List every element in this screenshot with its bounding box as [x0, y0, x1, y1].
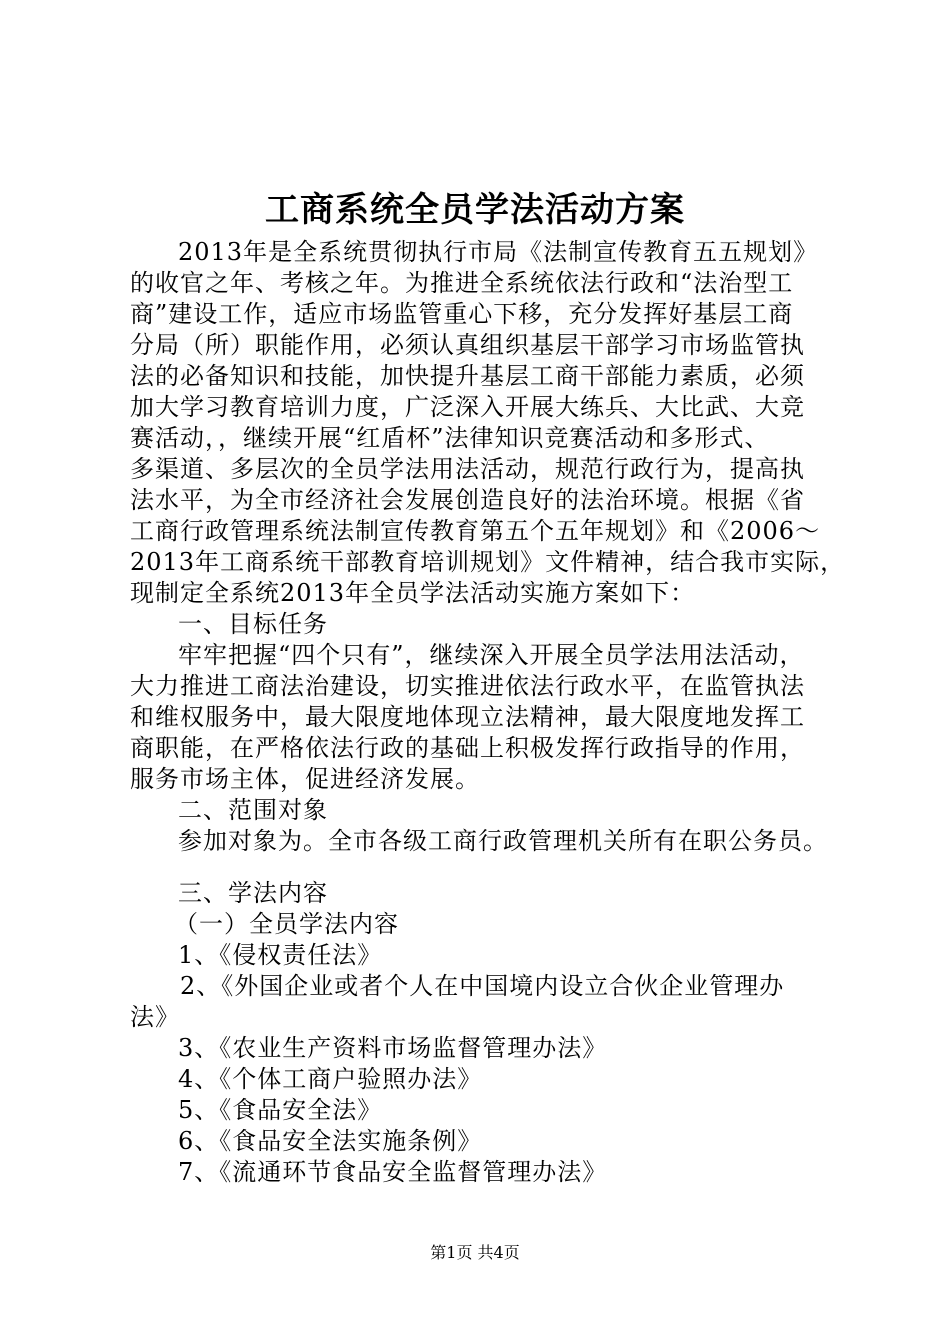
- paragraph-line: 工商行政管理系统法制宣传教育第五个五年规划》和《2006～: [130, 517, 821, 545]
- paragraph-line: 多渠道、多层次的全员学法用法活动，规范行政行为，提高执: [130, 455, 805, 483]
- list-item: 1、《侵权责任法》: [178, 941, 383, 969]
- paragraph-line: 赛活动，，继续开展“红盾杯”法律知识竞赛活动和多形式、: [130, 424, 770, 452]
- paragraph-line: 法水平，为全市经济社会发展创造良好的法治环境。根据《省: [130, 486, 805, 514]
- paragraph-line: 大力推进工商法治建设，切实推进依法行政水平，在监管执法: [130, 672, 805, 700]
- paragraph-line: 商职能，在严格依法行政的基础上积极发挥行政指导的作用，: [130, 734, 805, 762]
- list-item: 4、《个体工商户验照办法》: [178, 1065, 483, 1093]
- paragraph-line: 牢牢把握“四个只有”，继续深入开展全员学法用法活动，: [178, 641, 805, 669]
- list-item: 3、《农业生产资料市场监督管理办法》: [178, 1034, 608, 1062]
- paragraph-line: 现制定全系统2013年全员学法活动实施方案如下：: [130, 579, 696, 607]
- section-heading: 三、学法内容: [178, 879, 328, 907]
- subsection-heading: （一）全员学法内容: [174, 910, 399, 938]
- list-item: 5、《食品安全法》: [178, 1096, 383, 1124]
- paragraph-line: 参加对象为。全市各级工商行政管理机关所有在职公务员。: [178, 827, 828, 855]
- paragraph-line: 和维权服务中，最大限度地体现立法精神，最大限度地发挥工: [130, 703, 805, 731]
- list-item: 6、《食品安全法实施条例》: [178, 1127, 483, 1155]
- section-heading: 一、目标任务: [178, 610, 328, 638]
- paragraph-line: 商”建设工作，适应市场监管重心下移，充分发挥好基层工商: [130, 300, 794, 328]
- paragraph-line: 2013年工商系统干部教育培训规划》文件精神，结合我市实际，: [130, 548, 846, 576]
- paragraph-line: 服务市场主体，促进经济发展。: [130, 765, 480, 793]
- section-heading: 二、范围对象: [178, 796, 328, 824]
- list-item: 2、《外国企业或者个人在中国境内设立合伙企业管理办: [180, 972, 785, 1000]
- paragraph-line: 的收官之年、考核之年。为推进全系统依法行政和“法治型工: [130, 269, 794, 297]
- list-item-continuation: 法》: [130, 1003, 180, 1031]
- list-item: 7、《流通环节食品安全监督管理办法》: [178, 1158, 608, 1186]
- document-title: 工商系统全员学法活动方案: [265, 190, 685, 230]
- paragraph-line: 2013年是全系统贯彻执行市局《法制宣传教育五五规划》: [178, 238, 819, 266]
- paragraph-line: 法的必备知识和技能，加快提升基层工商干部能力素质，必须: [130, 362, 805, 390]
- page-footer: 第1页 共4页: [430, 1243, 520, 1262]
- paragraph-line: 分局（所）职能作用，必须认真组织基层干部学习市场监管执: [130, 331, 805, 359]
- paragraph-line: 加大学习教育培训力度，广泛深入开展大练兵、大比武、大竞: [130, 393, 805, 421]
